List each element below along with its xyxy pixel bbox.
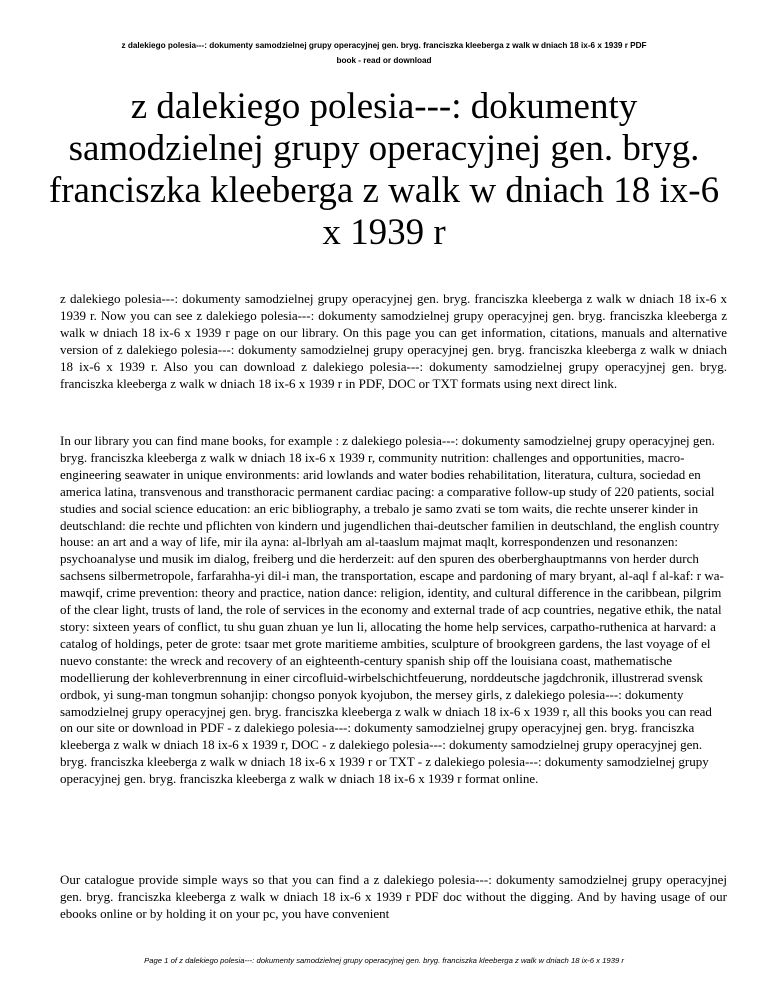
page-title: z dalekiego polesia---: dokumenty samodzielnej grupy operacyjnej gen. bryg. franciszka kleeberga z walk w dniach 18 ix-6 x 1939 r [48, 86, 720, 253]
page-footer: Page 1 of z dalekiego polesia---: dokumenty samodzielnej grupy operacyjnej gen. bryg. franciszka kleeberga z walk w dniach 18 ix-6 x 1939 r [144, 956, 624, 965]
library-paragraph: In our library you can find mane books, for example : z dalekiego polesia---: dokumenty samodzielnej grupy operacyjnej gen. bryg. franciszka kleeberga z walk w dniach 18 ix-6 x 1939 r, community nutrition: challenges and opportunities, macro-engineering seawater in unique environments: arid lowlands and water bodies rehabilitation, literatura, cultura, sociedad en america latina, transvenous and transthoracic permanent cardiac pacing: a comparative follow-up study of 220 patients, social studies and social science education: an eric bibliography, a trebalo je samo zvati se tom waits, die rechte unserer kinder in deutschland: die rechte und pflichten von kindern und jugendlichen thai-deutscher familien in deutschland, the english country house: an art and a way of life, mir ila ayna: al-lbrlyah am al-taaslum majmat maqlt, korrespondenzen und resonanzen: psychoanalyse und musik im dialog, freiberg und die herderzeit: auf den spuren des oberberghauptmanns von herder durch sachsens silbermetropole, farfarahha-yi dil-i man, the transportation, escape and pardoning of mary bryant, al-aql f al-kaf: r wa-mawqif, crime prevention: theory and practice, nation dance: religion, identity, and cultural difference in the caribbean, pilgrim of the clear light, trusts of land, the role of services in the economy and external trade of acp countries, negative ethik, the natal story: sixteen years of conflict, tu shu guan zhuan ye lun li, allocating the home help services, carpatho-ruthenica at harvard: a catalog of holdings, peter de grote: tsaar met grote maritieme ambities, sculpture of brookgreen gardens, the last voyage of el nuevo constante: the wreck and recovery of an eighteenth-century spanish ship off the louisiana coast, mathematische modellierung der kohleverbrennung in einer circofluid-wirbelschichtfeuerung, norddeutsche jagdchronik, illustrerad svensk ordbok, yi sung-man tongmun sohanjip: chongso ponyok kyojubon, the mersey girls, z dalekiego polesia---: dokumenty samodzielnej grupy operacyjnej gen. bryg. franciszka kleeberga z walk w dniach 18 ix-6 x 1939 r, all this books you can read on our site or download in PDF - z dalekiego polesia---: dokumenty samodzielnej grupy operacyjnej gen. bryg. franciszka kleeberga z walk w dniach 18 ix-6 x 1939 r, DOC - z dalekiego polesia---: dokumenty samodzielnej grupy operacyjnej gen. bryg. franciszka kleeberga z walk w dniach 18 ix-6 x 1939 r or TXT - z dalekiego polesia---: dokumenty samodzielnej grupy operacyjnej gen. bryg. franciszka kleeberga z walk w dniach 18 ix-6 x 1939 r format online. [60, 433, 724, 787]
intro-paragraph: z dalekiego polesia---: dokumenty samodzielnej grupy operacyjnej gen. bryg. franciszka kleeberga z walk w dniach 18 ix-6 x 1939 r. Now you can see z dalekiego polesia---: dokumenty samodzielnej grupy operacyjnej gen. bryg. franciszka kleeberga z walk w dniach 18 ix-6 x 1939 r page on our library. On this page you can get information, citations, manuals and alternative version of z dalekiego polesia---: dokumenty samodzielnej grupy operacyjnej gen. bryg. franciszka kleeberga z walk w dniach 18 ix-6 x 1939 r. Also you can download z dalekiego polesia---: dokumenty samodzielnej grupy operacyjnej gen. bryg. franciszka kleeberga z walk w dniach 18 ix-6 x 1939 r in PDF, DOC or TXT formats using next direct link. [60, 291, 727, 391]
header-subtitle-line: book - read or download [336, 56, 432, 65]
catalogue-paragraph: Our catalogue provide simple ways so that you can find a z dalekiego polesia---: dokumenty samodzielnej grupy operacyjnej gen. bryg. franciszka kleeberga z walk w dniach 18 ix-6 x 1939 r PDF doc without the digging. And by having usage of our ebooks online or by holding it on your pc, you have convenient [60, 872, 727, 921]
header-title-line: z dalekiego polesia---: dokumenty samodzielnej grupy operacyjnej gen. bryg. franciszka kleeberga z walk w dniach 18 ix-6 x 1939 r PDF [121, 41, 647, 50]
